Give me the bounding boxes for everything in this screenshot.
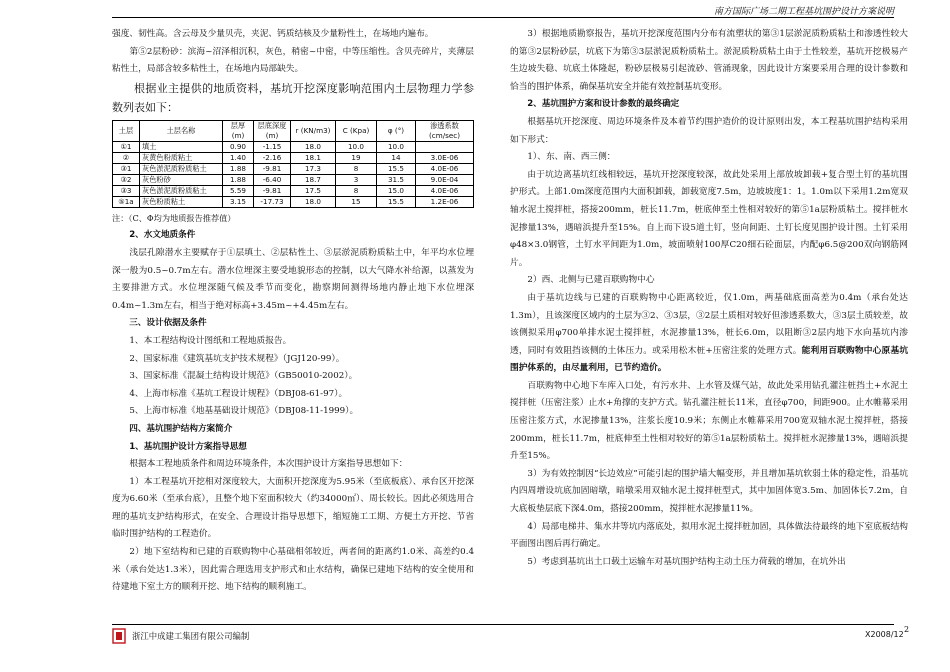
- table-cell: 15.5: [377, 163, 416, 174]
- table-cell: 3.15: [223, 196, 254, 207]
- table-note: 注：（C、Φ均为地质报告推荐值）: [112, 212, 236, 223]
- table-cell: -17.73: [254, 196, 291, 207]
- table-cell: -6.40: [254, 174, 291, 185]
- table-cell: 15.5: [377, 196, 416, 207]
- table-row: [113, 141, 474, 152]
- table-row: [113, 163, 474, 174]
- running-header: 南方国际广场二期工程基坑围护设计方案说明: [713, 7, 894, 17]
- section-heading: 2、水文地质条件: [129, 230, 196, 241]
- table-header: 渗透系数 (cm/sec): [416, 120, 474, 141]
- table-cell: 灰黄色粉质粘土: [140, 152, 223, 163]
- subsection-heading: 1、基坑围护设计方案指导思想: [129, 441, 247, 452]
- table-header-row: [113, 120, 474, 141]
- company-logo-icon: [112, 628, 126, 644]
- table-cell: 8: [336, 185, 377, 196]
- table-header: r (KN/m3): [291, 120, 336, 141]
- paragraph: 根据基坑开挖深度、周边环境条件及本着节约围护造价的设计原则出发，本工程基坑围护结构采用如下形式：: [510, 116, 908, 145]
- table-cell: 3.0E-06: [416, 152, 474, 163]
- table-cell: 5.59: [223, 185, 254, 196]
- table-cell: 15: [336, 196, 377, 207]
- table-cell: -9.81: [254, 185, 291, 196]
- list-item: 4、上海市标准《基坑工程设计规程》（DBJ08-61-97）。: [129, 388, 348, 399]
- table-cell: ③2: [113, 174, 140, 185]
- paragraph: 浅层孔隙潜水主要赋存于①层填土、②层粘性土、③层淤泥质粉质粘土中，年平均水位埋深一般为0.5~0.7m左右。潜水位埋深主要受地貌形态的控制，以大气降水补给源，以蒸发为主要排泄方式。水位埋深随气候及季节而变化，勘察期间测得场地内静止地下水位埋深0.4m~1.3m左右，相当于绝对标高+3.45m~+4.45m左右。: [112, 247, 474, 311]
- paragraph: 2）地下室结构和已建的百联购物中心基础相邻较近，两者间的距离约1.0米、高差约0.4米（承台处达1.3米），因此需合理选用支护形式和止水结构，确保已建地下结构的安全使用和待建地下室土方的顺利开挖、地下结构的顺利施工。: [112, 547, 474, 593]
- table-header: 土层: [113, 120, 140, 141]
- paragraph: 5）考虑到基坑出土口载土运输车对基坑围护结构主动土压力荷载的增加，在坑外出: [527, 556, 846, 567]
- table-cell: 14: [377, 152, 416, 163]
- table-cell: 灰色淤泥质粉质粘土: [140, 163, 223, 174]
- table-cell: 1.40: [223, 152, 254, 163]
- list-item: 2、国家标准《建筑基坑支护技术规程》（JGJ120-99）。: [129, 353, 345, 364]
- table-cell: 4.0E-06: [416, 185, 474, 196]
- paragraph: 根据业主提供的地质资料，基坑开挖深度影响范围内土层物理力学参数列表如下：: [112, 81, 474, 114]
- table-row: [113, 152, 474, 163]
- paragraph: 由于坑边离基坑红线相较远，基坑开挖深度较深，故此处采用上部放坡卸载+复合型土钉的基坑围护形式。上部1.0m深度范围内大面积卸载，卸载宽度7.5m，边坡坡度1：1。1.0m以下采用1.2m宽双轴水泥土搅拌桩，搭接200mm，桩长11.7m，桩底伸至土性相对较好的第⑤1a层粉质粘土。搅拌桩水泥掺量13%，遇暗浜提升至15%。自上而下设5道土钉，竖向间距、土钉长度见围护设计图。土钉采用φ48×3.0钢管，土钉水平间距为1.0m，坡面喷射100厚C20细石砼面层，内配φ6.5@200双向钢筋网片。: [510, 169, 908, 268]
- table-cell: 3: [336, 174, 377, 185]
- paragraph: 第⑤2层粉砂：滨海~沼泽相沉积，灰色，稍密~中密，中等压缩性。含贝壳碎片，夹薄层粘性土，局部含较多粘性土，在场地内局部缺失。: [112, 46, 474, 75]
- soil-parameter-table: [112, 120, 474, 208]
- table-cell: 9.0E-04: [416, 174, 474, 185]
- table-cell: 18.7: [291, 174, 336, 185]
- list-item: 3、国家标准《混凝土结构设计规范》（GB50010-2002）。: [129, 371, 358, 382]
- table-row: [113, 196, 474, 207]
- paragraph: 1）本工程基坑开挖相对深度较大，大面积开挖深度为5.95米（至底板底）、承台区开挖深度为6.60米（至承台底），且整个地下室面积较大（约34000㎡）、周长较长。因此必须选用合理的基坑支护结构形式，在安全、合理设计指导思想下，缩短施工工期、方便土方开挖、节省临时围护结构的工程造价。: [112, 476, 474, 540]
- table-cell: 17.5: [291, 185, 336, 196]
- paragraph: 根据本工程地质条件和周边环境条件，本次围护设计方案指导思想如下：: [129, 459, 408, 470]
- table-header: 土层名称: [140, 120, 223, 141]
- paragraph: 百联购物中心地下车库入口处，有污水井、上水管及煤气站，故此处采用钻孔灌注桩挡土+水泥土搅拌桩（压密注浆）止水+角撑的支护方式。钻孔灌注桩长11米，直径φ700，间距900。止水帷幕采用压密注浆方式，水泥掺量13%，注浆长度10.9米；东侧止水帷幕采用700宽双轴水泥土搅拌桩，搭接200mm，桩长11.7m，桩底伸至土性相对较好的第⑤1a层粉质粘土。搅拌桩水泥掺量13%，遇暗浜提升至15%。: [510, 380, 908, 462]
- table-cell: 1.88: [223, 163, 254, 174]
- paragraph: [510, 290, 908, 378]
- table-cell: 18.1: [291, 152, 336, 163]
- paragraph: 1）、东、南、西三侧：: [527, 152, 616, 163]
- table-cell: 1.2E-06: [416, 196, 474, 207]
- page-number: 2: [904, 625, 910, 634]
- left-column: [112, 26, 474, 597]
- table-cell: 1.88: [223, 174, 254, 185]
- table-cell: 0.90: [223, 141, 254, 152]
- table-header: 层底深度 (m): [254, 120, 291, 141]
- table-header: φ (°): [377, 120, 416, 141]
- footer-rule: [112, 624, 894, 625]
- table-cell: ③3: [113, 185, 140, 196]
- table-cell: ①1: [113, 141, 140, 152]
- table-cell: 填土: [140, 141, 223, 152]
- table-row: [113, 174, 474, 185]
- table-cell: ②: [113, 152, 140, 163]
- footer-date: X2008/12: [865, 630, 904, 639]
- table-cell: 灰色粉砂: [140, 174, 223, 185]
- table-cell: 19: [336, 152, 377, 163]
- table-cell: ③1: [113, 163, 140, 174]
- table-cell: 灰色粉质粘土: [140, 196, 223, 207]
- paragraph: 2）西、北侧与已建百联购物中心: [527, 275, 655, 286]
- paragraph: 强度、韧性高。含云母及少量贝壳，夹泥、钙质结核及少量粉性土，在场地内遍布。: [112, 29, 434, 39]
- table-cell: 18.0: [291, 196, 336, 207]
- table-cell: 15.0: [377, 185, 416, 196]
- list-item: 1、本工程结构设计图纸和工程地质报告。: [129, 335, 292, 346]
- table-cell: [416, 141, 474, 152]
- header-rule: [112, 17, 894, 18]
- table-cell: -9.81: [254, 163, 291, 174]
- paragraph: 4）局部电梯井、集水井等坑内落底处，拟用水泥土搅拌桩加固，具体做法待最终的地下室底板结构平面图出图后再行确定。: [510, 521, 908, 550]
- table-cell: 8: [336, 163, 377, 174]
- table-row: [113, 185, 474, 196]
- table-cell: -1.15: [254, 141, 291, 152]
- table-cell: 灰色淤泥质粉质粘土: [140, 185, 223, 196]
- paragraph-text: 由于基坑边线与已建的百联购物中心距离较近，仅1.0m，两基础底面高差为0.4m（承台处达1.3m），且该深度区域内的土层为③2、③3层，③2层土质相对较好但渗透系数大，③3层土质较差，故该侧拟采用φ700单排水泥土搅拌桩，水泥掺量13%，桩长6.0m，以阻断③2层内地下水向基坑内渗透，同时有效阻挡该侧的土体压力。或采用松木桩+压密注浆的处理方式。: [510, 292, 908, 356]
- right-column: [510, 26, 908, 571]
- subsection-heading: 2、基坑围护方案和设计参数的最终确定: [527, 99, 680, 110]
- table-cell: 17.3: [291, 163, 336, 174]
- list-item: 5、上海市标准《地基基础设计规范》（DBJ08-11-1999）。: [129, 406, 359, 417]
- table-cell: 4.0E-06: [416, 163, 474, 174]
- table-header: C (Kpa): [336, 120, 377, 141]
- section-heading: 三、设计依据及条件: [129, 318, 207, 329]
- footer-company: 浙江中成建工集团有限公司编制: [132, 631, 250, 641]
- table-cell: 18.0: [291, 141, 336, 152]
- table-cell: 10.0: [336, 141, 377, 152]
- paragraph: 3）为有效控制因“长边效应”可能引起的围护墙大幅变形，并且增加基坑软弱土体的稳定性，沿基坑内四周增设坑底加固暗墩，暗墩采用双轴水泥土搅拌桩型式，其中加固体宽3.5m、加固体长7.2m，自大底板垫层底下深4.0m，搭接200mm，搅拌桩水泥掺量11%。: [510, 468, 908, 515]
- table-cell: 31.5: [377, 174, 416, 185]
- table-cell: -2.16: [254, 152, 291, 163]
- paragraph: 3）根据地质勘察报告，基坑开挖深度范围内分布有流塑状的第③1层淤泥质粉质粘土和渗透性较大的第③2层粉砂层，坑底下为第③3层淤泥质粉质粘土。淤泥质粉质粘土由于土性较差，基坑开挖极易产生边坡失稳、坑底土体隆起，粉砂层极易引起流砂、管涌现象，因此设计方案要采用合理的设计参数和恰当的围护体系，确保基坑安全并能有效控制基坑变形。: [510, 29, 908, 92]
- section-heading: 四、基坑围护结构方案简介: [129, 423, 233, 434]
- table-cell: 10.0: [377, 141, 416, 152]
- table-header: 层厚 (m): [223, 120, 254, 141]
- table-cell: ⑤1a: [113, 196, 140, 207]
- bold-emphasis: 能利用百联购物中心原基坑围护体系的，由尽量利用，已节约造价。: [510, 345, 909, 374]
